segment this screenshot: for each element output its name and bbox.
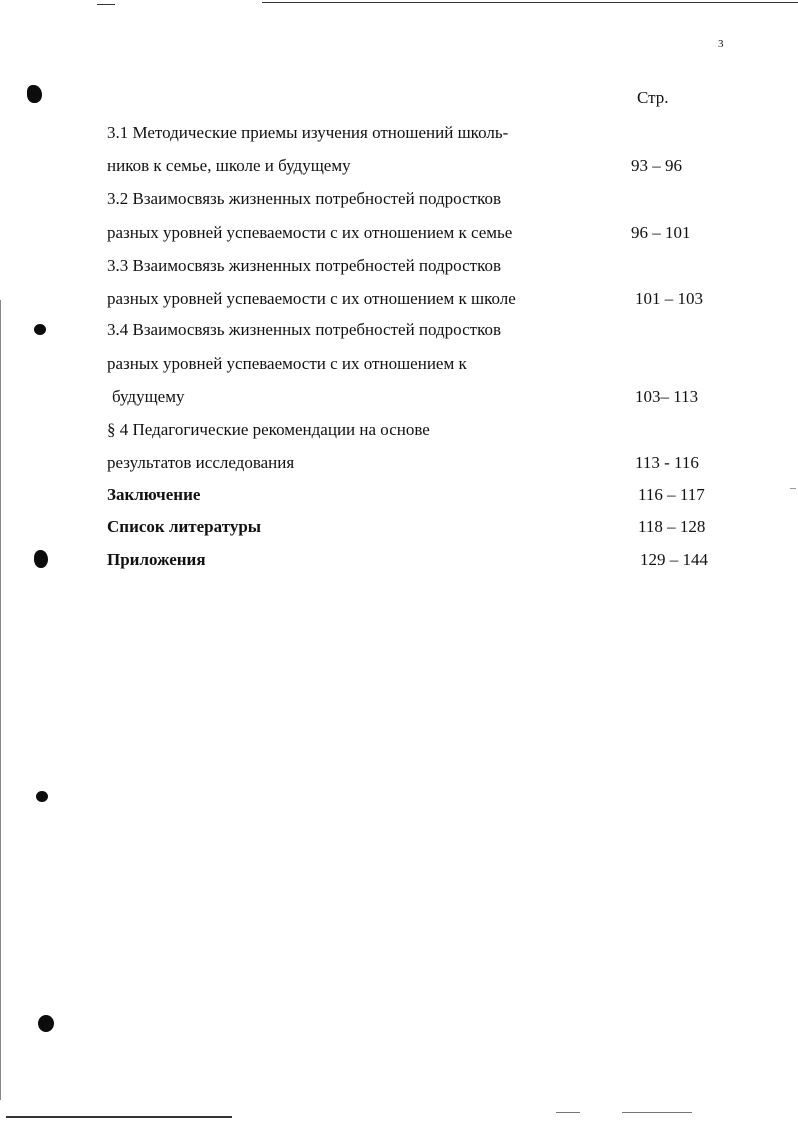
toc-entry-line: Список литературы [107, 517, 262, 536]
toc-entry-line: будущему [112, 387, 185, 406]
toc-entry-pages: 103– 113 [635, 387, 699, 406]
punch-hole-5 [38, 1015, 54, 1032]
toc-entry-line: 3.4 Взаимосвязь жизненных потребностей подростков [107, 320, 502, 339]
toc-entry-line: результатов исследования [107, 453, 295, 472]
toc-entry-line: разных уровней успеваемости с их отношением к семье [107, 223, 513, 242]
toc-entry-line: Заключение [107, 485, 201, 504]
toc-entry-line: § 4 Педагогические рекомендации на основе [107, 420, 430, 439]
left-edge-line [0, 300, 1, 1100]
toc-entry-line: Приложения [107, 550, 206, 569]
toc-entry-pages: 118 – 128 [638, 517, 706, 536]
toc-entry-pages: 113 - 116 [635, 453, 699, 472]
punch-hole-1 [27, 85, 42, 103]
toc-entry-line: разных уровней успеваемости с их отношением к [107, 354, 467, 373]
toc-entry-pages: 96 – 101 [631, 223, 691, 242]
pages-column-header: Стр. [637, 88, 669, 107]
bottom-scan-line [6, 1116, 232, 1118]
punch-hole-3 [34, 550, 48, 568]
toc-entry-pages: 93 – 96 [631, 156, 682, 175]
page-number: 3 [718, 38, 724, 50]
bottom-scan-mark [556, 1112, 580, 1113]
punch-hole-4 [36, 791, 48, 802]
toc-entry-line: ников к семье, школе и будущему [107, 156, 351, 175]
toc-entry-pages: 116 – 117 [638, 485, 705, 504]
toc-entry-line: 3.3 Взаимосвязь жизненных потребностей подростков [107, 256, 502, 275]
top-scan-line [262, 2, 798, 3]
toc-entry-line: разных уровней успеваемости с их отношением к школе [107, 289, 516, 308]
right-edge-mark [790, 488, 796, 489]
punch-hole-2 [34, 324, 46, 335]
bottom-scan-mark-2 [622, 1112, 692, 1113]
toc-entry-line: 3.2 Взаимосвязь жизненных потребностей подростков [107, 189, 502, 208]
toc-entry-pages: 129 – 144 [640, 550, 708, 569]
toc-entry-line: 3.1 Методические приемы изучения отношений школь- [107, 123, 509, 142]
top-scan-mark [97, 4, 115, 5]
toc-entry-pages: 101 – 103 [635, 289, 703, 308]
